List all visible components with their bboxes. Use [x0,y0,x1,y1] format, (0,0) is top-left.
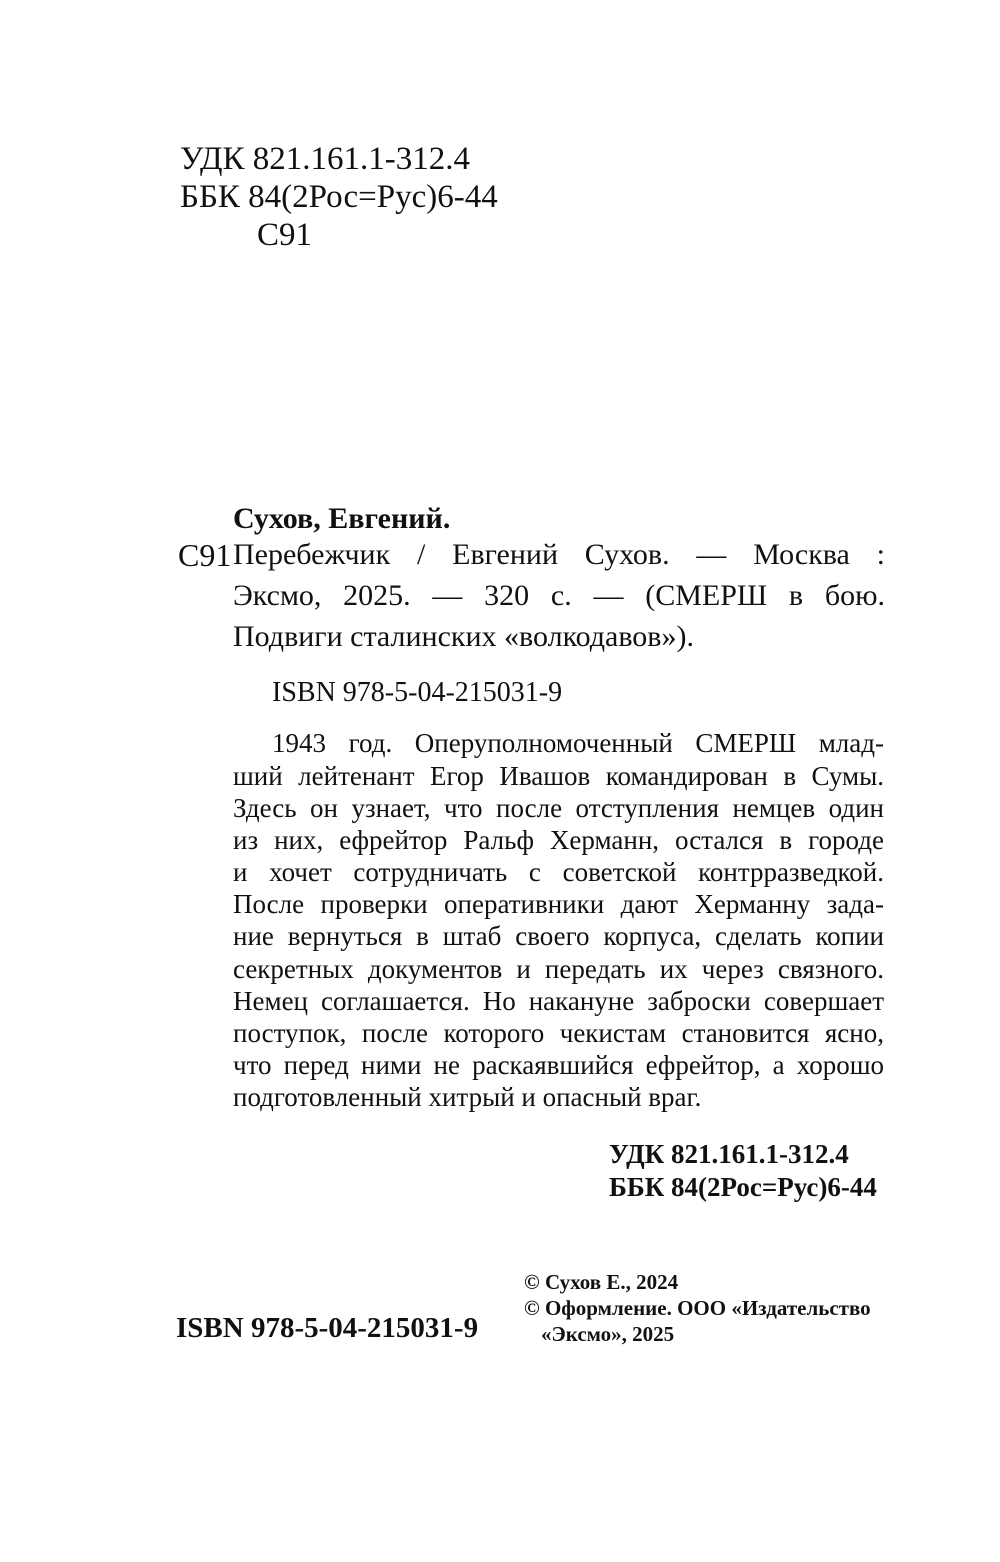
annotation-line: и хочет сотрудничать с советской контрразведкой. [233,857,884,887]
annotation-line: подготовленный хитрый и опасный враг. [233,1082,702,1112]
bib-line-2: Эксмо, 2025. — 320 с. — (СМЕРШ в бою. [233,579,885,612]
annotation-line: ние вернуться в штаб своего корпуса, сделать копии [233,921,884,951]
isbn-entry: ISBN 978-5-04-215031-9 [272,677,563,708]
annotation-line: секретных документов и передать их через связного. [233,954,884,984]
annotation-line: поступок, после которого чекистам становится ясно, [233,1018,884,1048]
copyright-author: © Сухов Е., 2024 [524,1270,679,1294]
bbk-code-top: ББК 84(2Рос=Рус)6-44 [180,179,498,215]
annotation-line: 1943 год. Оперуполномоченный СМЕРШ млад- [272,728,884,758]
isbn-bottom: ISBN 978-5-04-215031-9 [176,1312,479,1344]
annotation-line: ший лейтенант Егор Ивашов командирован в Сумы. [233,761,884,791]
annotation-line: Немец соглашается. Но накануне заброски совершает [233,986,884,1016]
annotation-line: После проверки оперативники дают Херманну зада- [233,889,884,919]
udk-code-bottom: УДК 821.161.1-312.4 [609,1139,849,1169]
bbk-code-bottom: ББК 84(2Рос=Рус)6-44 [609,1172,877,1202]
annotation-line: из них, ефрейтор Ральф Херманн, остался в городе [233,825,884,855]
bib-line-3: Подвиги сталинских «волкодавов»). [233,620,694,653]
cutter-code-entry: С91 [178,537,232,573]
copyright-design-cont: «Эксмо», 2025 [541,1322,675,1346]
annotation-line: Здесь он узнает, что после отступления немцев один [233,793,884,823]
bib-line-1: Перебежчик / Евгений Сухов. — Москва : [233,538,885,571]
copyright-design: © Оформление. ООО «Издательство [524,1296,871,1320]
author-heading: Сухов, Евгений. [233,502,451,535]
annotation-line: что перед ними не раскаявшийся ефрейтор, а хорошо [233,1050,884,1080]
cutter-code-top: С91 [257,217,313,253]
udk-code-top: УДК 821.161.1-312.4 [180,141,471,177]
